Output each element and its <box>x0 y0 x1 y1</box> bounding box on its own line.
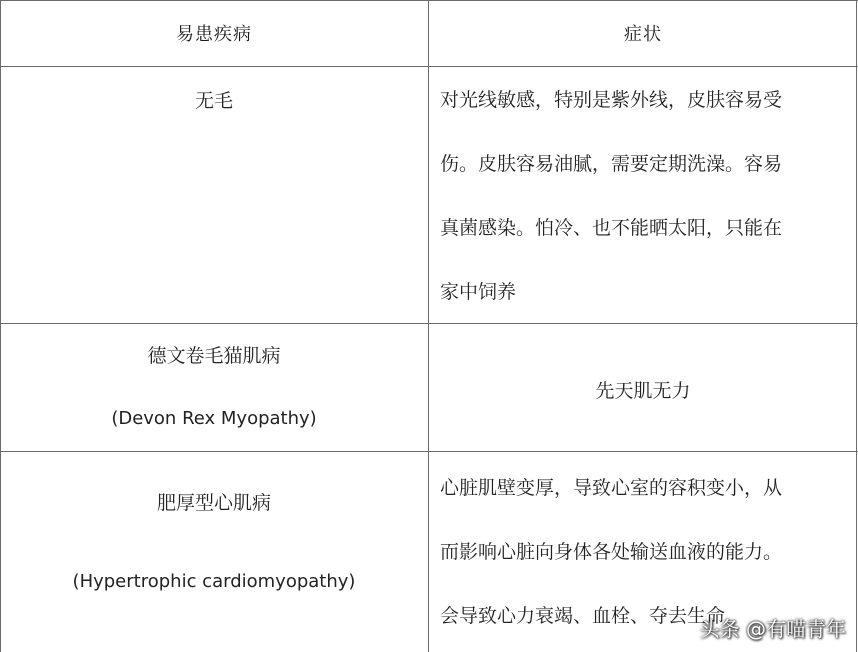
row1-symptom-line: 对光线敏感，特别是紫外线，皮肤容易受 <box>440 89 783 111</box>
row1-symptom-line: 伤。皮肤容易油腻，需要定期洗澡。容易 <box>440 153 783 175</box>
row1-symptom-line: 家中饲养 <box>440 281 517 303</box>
row1-symptom <box>440 78 850 334</box>
watermark-text: 头条 @有喵青年 <box>699 617 846 641</box>
table-border-right <box>856 0 857 652</box>
row3-disease-en: (Hypertrophic cardiomyopathy) <box>72 571 356 592</box>
row2-disease <box>0 343 428 431</box>
row1-disease <box>0 86 428 113</box>
row2-symptom <box>428 376 858 403</box>
header-divider <box>0 66 858 67</box>
row3-disease-cn: 肥厚型心肌病 <box>156 492 271 514</box>
row1-disease-cn: 无毛 <box>194 90 233 112</box>
row2-symptom-text: 先天肌无力 <box>595 380 691 402</box>
row3-disease <box>0 490 428 594</box>
row-divider-2 <box>0 451 858 452</box>
column-divider <box>428 0 429 652</box>
header-symptom-label: 症状 <box>624 24 662 45</box>
table-border-top <box>0 0 858 1</box>
row1-symptom-line: 真菌感染。怕冷、也不能晒太阳，只能在 <box>440 217 783 239</box>
row2-disease-cn: 德文卷毛猫肌病 <box>147 345 281 367</box>
header-symptom <box>428 20 858 46</box>
row2-disease-en: (Devon Rex Myopathy) <box>111 408 317 429</box>
header-disease <box>0 20 428 46</box>
row3-symptom-line: 心脏肌壁变厚，导致心室的容积变小，从 <box>440 477 783 499</box>
row3-symptom-line: 会导致心力衰竭、血栓、夺去生命 <box>440 605 726 627</box>
header-disease-label: 易患疾病 <box>176 24 252 45</box>
row3-symptom-line: 而影响心脏向身体各处输送血液的能力。 <box>440 541 783 563</box>
